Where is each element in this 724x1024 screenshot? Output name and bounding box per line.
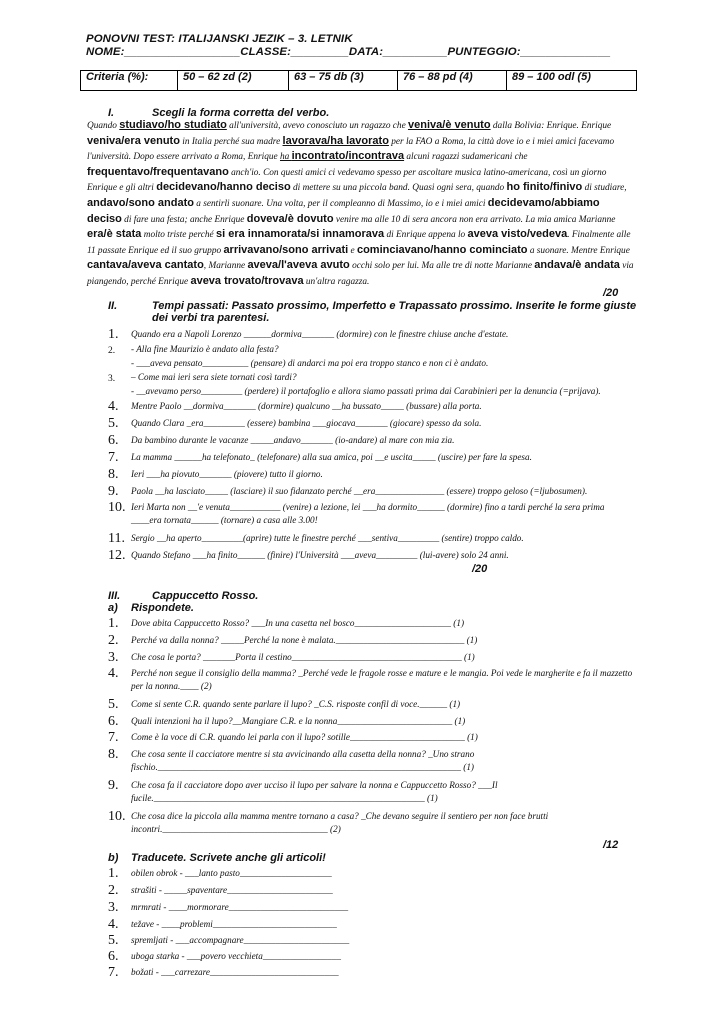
criteria-grade-3: 63 – 75 db (3): [289, 71, 398, 91]
section-2-title-cont: dei verbi tra parentesi.: [152, 312, 270, 324]
choice: aveva/l'aveva avuto: [247, 259, 350, 272]
choice: cominciavano/hanno cominciato: [356, 243, 528, 256]
section-2-title: Tempi passati: Passato prossimo, Imperfetto e Trapassato prossimo. Inserite le forme giuste: [152, 300, 637, 312]
section-3-score: /12: [603, 839, 619, 851]
choice: veniva/era venuto: [87, 134, 180, 147]
section-3-title: Cappuccetto Rosso.: [152, 590, 259, 602]
choice: andavo/sono andato: [87, 196, 194, 209]
criteria-label: Criteria (%):: [81, 71, 178, 91]
subsection-a-letter: a): [108, 602, 118, 614]
section-2-number: II.: [108, 300, 118, 312]
choice: cantava/aveva cantato: [87, 259, 204, 272]
choice: decidevano/hanno deciso: [156, 181, 291, 194]
student-fields-line: NOME:__________________CLASSE:_________DATA:__________PUNTEGGIO:______________: [86, 46, 611, 58]
choice: aveva visto/vedeva: [467, 228, 568, 241]
section-1-title: Scegli la forma corretta del verbo.: [152, 107, 330, 119]
criteria-table: [80, 70, 637, 91]
section-3-number: III.: [108, 590, 121, 602]
criteria-grade-4: 76 – 88 pd (4): [398, 71, 507, 91]
choice: studiavo/ho studiato: [119, 119, 227, 131]
choice: incontrato/incontrava: [291, 150, 405, 163]
choice: lavorava/ha lavorato: [282, 134, 389, 147]
choice: ho finito/finivo: [506, 181, 583, 194]
test-title: PONOVNI TEST: ITALIJANSKI JEZIK – 3. LETNIK: [86, 33, 353, 45]
subsection-b-title: Traducete. Scrivete anche gli articoli!: [131, 852, 326, 864]
section-1-score: /20: [603, 287, 619, 299]
choice: era/è stata: [87, 228, 142, 241]
choice: si era innamorata/si innamorava: [215, 228, 385, 241]
criteria-grade-2: 50 – 62 zd (2): [178, 71, 289, 91]
choice: arrivavano/sono arrivati: [223, 243, 349, 256]
section-2-score: /20: [472, 563, 488, 575]
choice: andava/è andata: [534, 259, 620, 272]
test-page: PONOVNI TEST: ITALIJANSKI JEZIK – 3. LETNIK NOME:__________________CLASSE:_________DATA:__________PUNTEGGIO:______________ Criteria (%): 50 – 62 zd (2) 63 – 75 db (3) 76 – 88 pd (4) 89 – 100 odl (5) I. Scegli la forma corretta del verbo. Quando studiavo/ho studiato all'università, avevo conosciuto un ragazzo che veniva/è venuto dalla Bolivia: Enrique. Enrique veniva/era venuto in Italia perché sua madre lavorava/ha lavorato per la FAO a Roma, la città dove io e i miei amici facevamo l'università. Dopo essere arrivato a Roma, Enrique ha incontrato/incontrava alcuni ragazzi sudamericani che frequentavo/frequentavano anch'io. Con questi amici ci vedevamo spesso per ascoltare musica latino-americana, così un giorno Enrique e gli altri decidevano/hanno deciso di mettere su una piccola band. Quasi ogni sera, quando ho finito/finivo di studiare, andavo/sono andato a sentirli suonare. Una volta, per il compleanno di Massimo, io e i miei amici decidevamo/abbiamo deciso di fare una festa; anche Enrique doveva/è dovuto venire ma alle 10 di sera ancora non era arrivato. La mia amica Marianne era/è stata molto triste perché si era innamorata/si innamorava di Enrique appena lo aveva visto/vedeva. Finalmente alle 11 passate Enrique ed il suo gruppo arrivavano/sono arrivati e cominciavano/hanno cominciato a suonare. Mentre Enrique cantava/aveva cantato, Marianne aveva/l'aveva avuto occhi solo per lui. Ma alle tre di notte Marianne andava/è andata via piangendo, perché Enrique aveva trovato/trovava un'altra ragazza. /20 II. Tempi passati: Passato prossimo, Imperfetto e Trapassato prossimo. Inserite le forme giuste dei verbi tra parentesi. 1. Quando era a Napoli Lorenzo ______dormiva_______ (dormire) con le finestre chiuse anche d'estate. 2. - Alla fine Maurizio è andato alla festa? - ___aveva pensato__________ (pensare) di andarci ma poi era troppo stanco e non ci è andato. 3. – Come mai ieri sera siete tornati così tardi? - __avevamo perso_________ (perdere) il portafoglio e allora siamo passati prima dai Carabinieri per la denuncia (=prijava). 4. Mentre Paolo __dormiva_______ (dormire) qualcuno __ha bussato_____ (bussare) alla porta. 5. Quando Clara _era_________ (essere) bambina ___giocava_______ (giocare) spesso da sola. 6. Da bambino durante le vacanze _____andavo_______ (io-andare) al mare con mia zia. 7. La mamma ______ha telefonato_ (telefonare) alla sua amica, poi __e uscita_____ (uscire) per fare la spesa. 8. Ieri ___ha piovuto_______ (piovere) tutto il giorno. 9. Paola __ha lasciato_____ (lasciare) il suo fidanzato perché __era_______________ (essere) troppo geloso (=ljubosumen). 10. Ieri Marta non __'e venuta___________ (venire) a lezione, lei ___ha dormito______ (dormire) fino a tardi perché la sera prima ____era tornata______ (tornare) a casa alle 3.00! 11. Sergio __ha aperto_________(aprire) tutte le finestre perché ___sentiva_________ (sentire) troppo caldo. 12. Quando Stefano ___ha finito______ (finire) l'Università ___aveva_________ (lui-avere) solo 24 anni. /20 III. Cappuccetto Rosso. a) Rispondete. 1. Dove abita Cappuccetto Rosso? ___In una casetta nel bosco_____________________ (1) 2. Perché va dalla nonna? _____Perché la none è malata.____________________________ (1) 3. Che cosa le porta? _______Porta il cestino_____________________________________ (1) 4. Perché non segue il consiglio della mamma? _Perché vede le fragole rosse e mature e le mangia. Poi vede le margherite e fa il mazzetto per la nonna.____ (2) 5. Come si sente C.R. quando sente parlare il lupo? _C.S. risposte confil di voce.______ (1) 6. Quali intenzioni ha il lupo?__Mangiare C.R. e la nonna_________________________ (1) 7. Come è la voce di C.R. quando lei parla con il lupo? sotille_________________________ (1) 8. Che cosa sente il cacciatore mentre si sta avvicinando alla casetta della nonna? _Uno strano fischio.__________________________________________________________________ (1) 9. Che cosa fa il cacciatore dopo aver ucciso il lupo per salvare la nonna e Cappuccetto Rosso? ___Il fucile.___________________________________________________________ (1) 10. Che cosa dice la piccola alla mamma mentre tornano a casa? _Che devano seguire il sentiero per non face brutti incontri.____________________________________ (2) /12 b) Traducete. Scrivete anche gli articoli! 1. obilen obrok - ___lanto pasto____________________ 2. strašiti - _____spaventare_______________________ 3. mrmrati - ____mormorare__________________________ 4. težave - ____problemi___________________________ 5. spremljati - ___accompagnare_______________________ 6. uboga starka - ___povero vecchieta_________________ 7. božati - ___carrezare____________________________: [0, 0, 724, 1024]
choice: aveva trovato/trovava: [190, 274, 304, 287]
choice: decidevamo/abbiamo deciso: [87, 196, 600, 225]
choice: veniva/è venuto: [408, 119, 491, 131]
section-1-number: I.: [108, 107, 115, 119]
criteria-grade-5: 89 – 100 odl (5): [507, 71, 637, 91]
choice: doveva/è dovuto: [246, 212, 334, 225]
choice: frequentavo/frequentavano: [87, 165, 229, 178]
section-1-paragraph: Quando studiavo/ho studiato all'università, avevo conosciuto un ragazzo che veniva/è venuto dalla Bolivia: Enrique. Enrique veniva/era venuto in Italia perché sua madre lavorava/ha lavorato per la FAO a Roma, la città dove io e i miei amici facevamo l'università. Dopo essere arrivato a Roma, Enrique ha incontrato/incontrava alcuni ragazzi sudamericani che frequentavo/frequentavano anch'io. Con questi amici ci vedevamo spesso per ascoltare musica latino-americana, così un giorno Enrique e gli altri decidevano/hanno deciso di mettere su una piccola band. Quasi ogni sera, quando ho finito/finivo di studiare, andavo/sono andato a sentirli suonare. Una volta, per il compleanno di Massimo, io e i miei amici decidevamo/abbiamo deciso di fare una festa; anche Enrique doveva/è dovuto venire ma alle 10 di sera ancora non era arrivato. La mia amica Marianne era/è stata molto triste perché si era innamorata/si innamorava di Enrique appena lo aveva visto/vedeva. Finalmente alle 11 passate Enrique ed il suo gruppo arrivavano/sono arrivati e cominciavano/hanno cominciato a suonare. Mentre Enrique cantava/aveva cantato, Marianne aveva/l'aveva avuto occhi solo per lui. Ma alle tre di notte Marianne andava/è andata via piangendo, perché Enrique aveva trovato/trovava un'altra ragazza.: [87, 119, 634, 287]
subsection-b-letter: b): [108, 852, 119, 864]
subsection-a-title: Rispondete.: [131, 602, 194, 614]
